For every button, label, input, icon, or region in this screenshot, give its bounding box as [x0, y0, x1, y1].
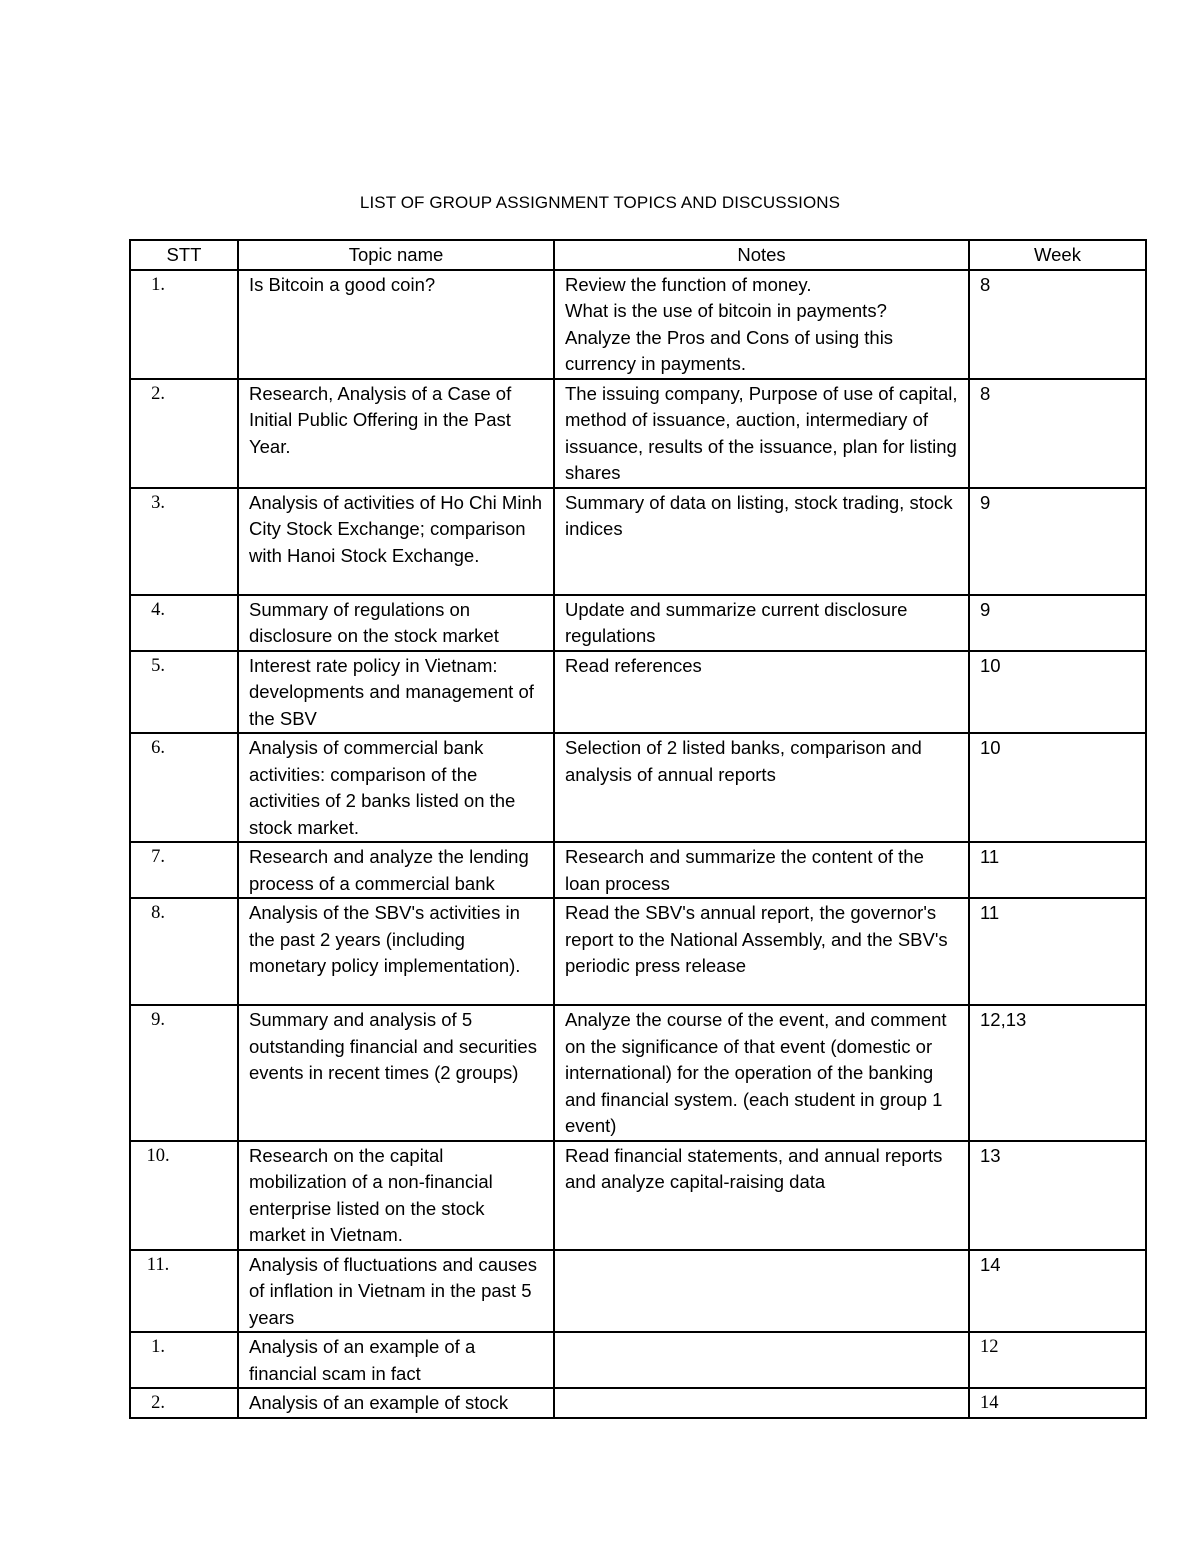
week-cell: 12,13 — [969, 1005, 1146, 1141]
notes-cell: The issuing company, Purpose of use of capital, method of issuance, auction, intermediary of issuance, results of the issuance, plan for listing shares — [554, 379, 969, 488]
notes-cell — [554, 1250, 969, 1333]
week-cell: 12 — [969, 1332, 1146, 1388]
topic-cell: Research on the capital mobilization of a non-financial enterprise listed on the stock market in Vietnam. — [238, 1141, 554, 1250]
topic-cell: Analysis of the SBV's activities in the past 2 years (including monetary policy implementation). — [238, 898, 554, 1005]
header-stt: STT — [130, 240, 238, 270]
table-row — [130, 1005, 1146, 1141]
row-number: 8. — [130, 898, 238, 1005]
notes-cell — [554, 1332, 969, 1388]
row-number: 3. — [130, 488, 238, 595]
notes-cell: Update and summarize current disclosure regulations — [554, 595, 969, 651]
notes-cell: Read financial statements, and annual reports and analyze capital-raising data — [554, 1141, 969, 1250]
topic-cell: Research and analyze the lending process of a commercial bank — [238, 842, 554, 898]
notes-cell: Review the function of money. What is the use of bitcoin in payments? Analyze the Pros and Cons of using this currency in payments. — [554, 270, 969, 379]
row-number: 4. — [130, 595, 238, 651]
notes-cell — [554, 1388, 969, 1418]
table-row — [130, 898, 1146, 1005]
table-row — [130, 1250, 1146, 1333]
row-number: 1. — [130, 270, 238, 379]
week-cell: 9 — [969, 488, 1146, 595]
row-number: 10. — [130, 1141, 238, 1250]
table-row — [130, 842, 1146, 898]
table-row — [130, 595, 1146, 651]
row-number: 2. — [130, 379, 238, 488]
row-number: 5. — [130, 651, 238, 734]
table-row — [130, 1388, 1146, 1418]
row-number: 9. — [130, 1005, 238, 1141]
topic-cell: Summary and analysis of 5 outstanding financial and securities events in recent times (2 groups) — [238, 1005, 554, 1141]
table-row — [130, 270, 1146, 379]
week-cell: 10 — [969, 651, 1146, 734]
row-number: 1. — [130, 1332, 238, 1388]
week-cell: 13 — [969, 1141, 1146, 1250]
table-row — [130, 1141, 1146, 1250]
notes-cell: Read the SBV's annual report, the governor's report to the National Assembly, and the SBV's periodic press release — [554, 898, 969, 1005]
header-week: Week — [969, 240, 1146, 270]
row-number: 6. — [130, 733, 238, 842]
topic-cell: Research, Analysis of a Case of Initial Public Offering in the Past Year. — [238, 379, 554, 488]
notes-cell: Read references — [554, 651, 969, 734]
table-row — [130, 651, 1146, 734]
notes-cell: Summary of data on listing, stock trading, stock indices — [554, 488, 969, 595]
topic-cell: Analysis of commercial bank activities: comparison of the activities of 2 banks listed on the stock market. — [238, 733, 554, 842]
topic-cell: Analysis of an example of stock — [238, 1388, 554, 1418]
topic-cell: Analysis of fluctuations and causes of inflation in Vietnam in the past 5 years — [238, 1250, 554, 1333]
table-row — [130, 1332, 1146, 1388]
topic-cell: Summary of regulations on disclosure on the stock market — [238, 595, 554, 651]
table-row — [130, 488, 1146, 595]
topic-cell: Analysis of an example of a financial scam in fact — [238, 1332, 554, 1388]
row-number: 7. — [130, 842, 238, 898]
week-cell: 10 — [969, 733, 1146, 842]
header-notes: Notes — [554, 240, 969, 270]
week-cell: 14 — [969, 1388, 1146, 1418]
week-cell: 14 — [969, 1250, 1146, 1333]
topics-table — [129, 239, 1147, 1419]
notes-cell: Selection of 2 listed banks, comparison and analysis of annual reports — [554, 733, 969, 842]
row-number: 2. — [130, 1388, 238, 1418]
row-number: 11. — [130, 1250, 238, 1333]
topic-cell: Is Bitcoin a good coin? — [238, 270, 554, 379]
notes-cell: Analyze the course of the event, and comment on the significance of that event (domestic or international) for the operation of the banking and financial system. (each student in group 1 event) — [554, 1005, 969, 1141]
topic-cell: Analysis of activities of Ho Chi Minh City Stock Exchange; comparison with Hanoi Stock Exchange. — [238, 488, 554, 595]
table-header-row — [130, 240, 1146, 270]
page-title: LIST OF GROUP ASSIGNMENT TOPICS AND DISCUSSIONS — [359, 193, 841, 212]
table-row — [130, 733, 1146, 842]
table-row — [130, 379, 1146, 488]
header-topic: Topic name — [238, 240, 554, 270]
week-cell: 8 — [969, 270, 1146, 379]
week-cell: 11 — [969, 898, 1146, 1005]
notes-cell: Research and summarize the content of the loan process — [554, 842, 969, 898]
week-cell: 11 — [969, 842, 1146, 898]
week-cell: 9 — [969, 595, 1146, 651]
topic-cell: Interest rate policy in Vietnam: developments and management of the SBV — [238, 651, 554, 734]
week-cell: 8 — [969, 379, 1146, 488]
